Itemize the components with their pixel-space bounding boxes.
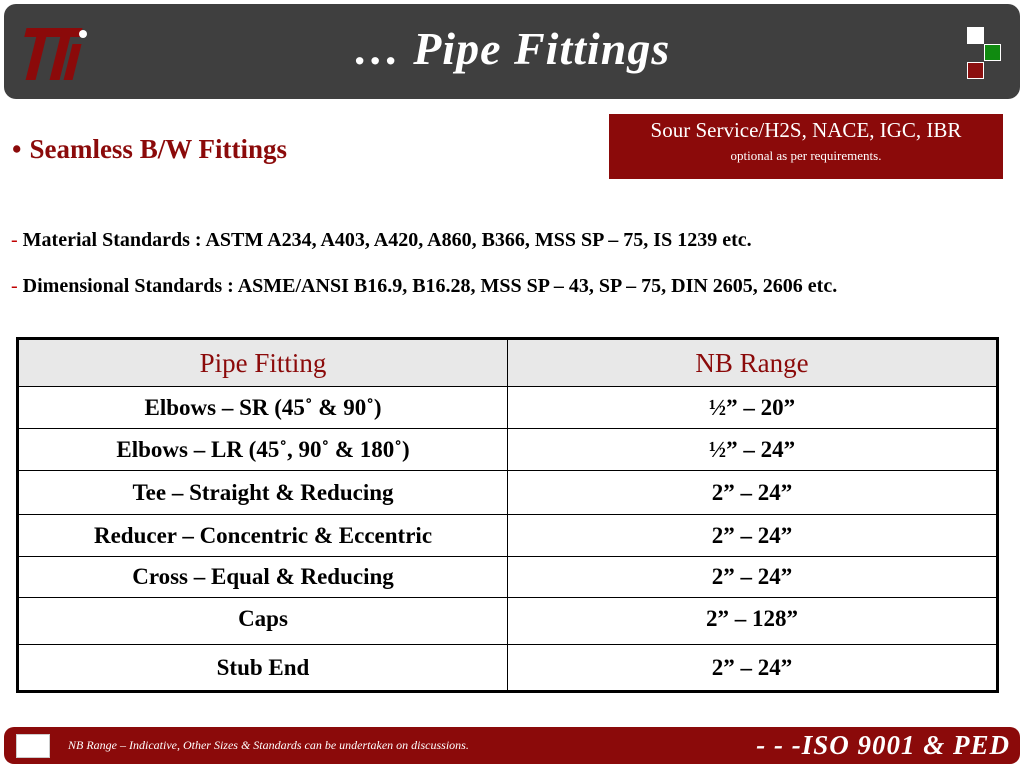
list-dash: -	[11, 229, 18, 251]
table-row	[18, 387, 998, 429]
iso-certification: - - -ISO 9001 & PED	[756, 730, 1010, 760]
column-header-nb-range: NB Range	[508, 339, 998, 387]
fitting-cell: Stub End	[18, 645, 508, 692]
nb-range-cell: ½” – 20”	[508, 387, 998, 429]
list-dash: -	[11, 275, 18, 297]
sour-service-box	[609, 114, 1003, 179]
nb-range-cell: 2” – 24”	[508, 515, 998, 557]
dimensional-standards-text: Dimensional Standards : ASME/ANSI B16.9, B16.28, MSS SP – 43, SP – 75, DIN 2605, 2606 etc.	[22, 275, 838, 297]
page-title: … Pipe Fittings	[353, 23, 671, 74]
nb-range-cell: 2” – 128”	[508, 598, 998, 645]
table-row	[18, 471, 998, 515]
material-standards	[11, 229, 752, 252]
footer-note: NB Range – Indicative, Other Sizes & Standards can be undertaken on discussions.	[68, 738, 469, 752]
table-row	[18, 598, 998, 645]
fitting-cell: Caps	[18, 598, 508, 645]
fitting-cell: Cross – Equal & Reducing	[18, 557, 508, 598]
section-heading-text: Seamless B/W Fittings	[29, 134, 287, 164]
nb-range-cell: 2” – 24”	[508, 645, 998, 692]
nb-range-cell: ½” – 24”	[508, 429, 998, 471]
fittings-table	[16, 337, 999, 693]
footer-white-box	[16, 734, 50, 758]
table-row	[18, 557, 998, 598]
table-row	[18, 429, 998, 471]
fitting-cell: Elbows – LR (45˚, 90˚ & 180˚)	[18, 429, 508, 471]
header-bar	[4, 4, 1020, 99]
footer-bar	[4, 727, 1020, 764]
material-standards-text: Material Standards : ASTM A234, A403, A420, A860, B366, MSS SP – 75, IS 1239 etc.	[22, 229, 752, 251]
section-heading	[12, 134, 287, 165]
sour-service-title: Sour Service/H2S, NACE, IGC, IBR	[650, 118, 962, 142]
table-row	[18, 645, 998, 692]
table-header-row	[18, 339, 998, 387]
fitting-cell: Reducer – Concentric & Eccentric	[18, 515, 508, 557]
nb-range-cell: 2” – 24”	[508, 557, 998, 598]
bullet-point: •	[12, 134, 22, 164]
sour-service-subtitle: optional as per requirements.	[730, 148, 882, 163]
column-header-pipe-fitting: Pipe Fitting	[18, 339, 508, 387]
nb-range-cell: 2” – 24”	[508, 471, 998, 515]
dimensional-standards	[11, 275, 837, 298]
table-row	[18, 515, 998, 557]
fitting-cell: Tee – Straight & Reducing	[18, 471, 508, 515]
three-squares-icon	[964, 26, 1004, 82]
fitting-cell: Elbows – SR (45˚ & 90˚)	[18, 387, 508, 429]
